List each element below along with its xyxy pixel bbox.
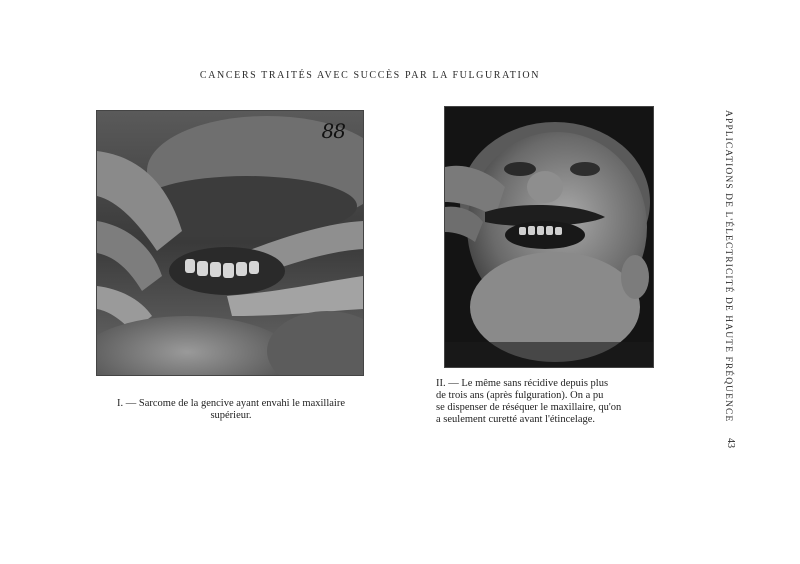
figure-1-photo <box>96 110 364 376</box>
plate-number: 88 <box>321 119 345 143</box>
caption-line: II. — Le même sans récidive depuis plus <box>436 378 609 389</box>
figure-2-caption <box>436 378 664 426</box>
page-number: 43 <box>725 438 736 448</box>
running-head: CANCERS TRAITÉS AVEC SUCCÈS PAR LA FULGURATION <box>199 70 541 81</box>
side-running-title: APPLICATIONS DE L'ÉLECTRICITÉ DE HAUTE FRÉQUENCE <box>723 110 733 423</box>
figure-2-photo <box>444 106 654 368</box>
caption-line: se dispenser de réséquer le maxillaire, qu'on <box>436 402 622 413</box>
caption-line: de trois ans (après fulguration). On a pu <box>436 390 604 401</box>
patient-face-photo-image <box>445 107 653 367</box>
figure-1-caption: I. — Sarcome de la gencive ayant envahi le maxillaire supérieur. <box>117 398 345 421</box>
gum-sarcoma-photo-image <box>97 111 363 375</box>
caption-line: a seulement curetté avant l'étincelage. <box>436 414 596 425</box>
